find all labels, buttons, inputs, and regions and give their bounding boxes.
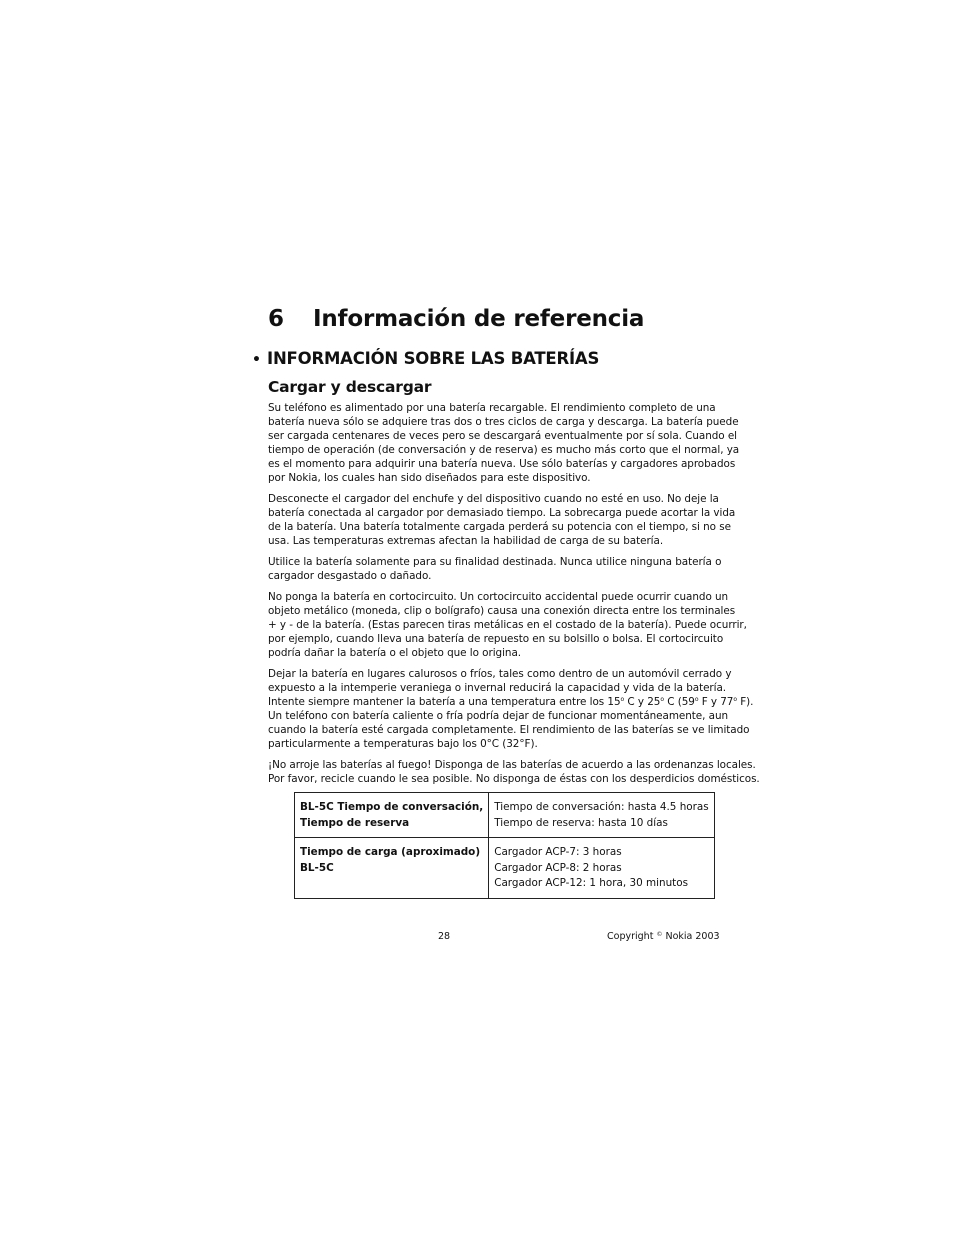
body-text <box>268 401 760 793</box>
table-value-cell <box>489 793 715 838</box>
text-line: es el momento para adquirir una batería nueva. Use sólo baterías y cargadores aprobados <box>268 458 736 470</box>
temp-text: Intente siempre mantener la batería a una temperatura entre los 15 <box>268 696 621 708</box>
chapter-title <box>268 306 644 332</box>
text-line: objeto metálico (moneda, clip o bolígrafo) causa una conexión directa entre los terminales <box>268 605 736 617</box>
page-number: 28 <box>438 931 451 942</box>
section-bullet: • <box>252 352 261 368</box>
paragraph-3 <box>268 555 722 583</box>
text-line: Utilice la batería solamente para su finalidad destinada. Nunca utilice ninguna batería o <box>268 556 722 568</box>
degree-mark: o <box>660 696 664 703</box>
section-title <box>252 349 599 371</box>
cell-line: BL-5C <box>300 861 334 874</box>
degree-mark: o <box>694 696 699 703</box>
table-value-cell <box>489 838 715 899</box>
cell-line: Tiempo de reserva <box>300 816 410 829</box>
text-line: cargador desgastado o dañado. <box>268 570 432 582</box>
text-line: Dejar la batería en lugares calurosos o fríos, tales como dentro de un automóvil cerrado y <box>268 668 732 680</box>
text-line: Su teléfono es alimentado por una batería recargable. El rendimiento completo de una <box>268 402 716 414</box>
text-line: batería nueva sólo se adquiere tras dos o tres ciclos de carga y descarga. La batería puede <box>268 416 739 428</box>
text-line: No ponga la batería en cortocircuito. Un cortocircuito accidental puede ocurrir cuando un <box>268 591 729 603</box>
paragraph-6 <box>268 758 760 786</box>
text-line: tiempo de operación (de conversación y de reserva) es mucho más corto que el normal, ya <box>268 444 740 456</box>
temp-text: F y 77 <box>698 696 734 708</box>
text-line: por Nokia, los cuales han sido diseñados para este dispositivo. <box>268 472 591 484</box>
chapter-number: 6 <box>268 306 284 332</box>
copyright-notice <box>607 931 720 942</box>
paragraph-4 <box>268 590 747 660</box>
cell-line: Tiempo de reserva: hasta 10 días <box>494 816 668 829</box>
table-label-cell <box>295 793 489 838</box>
cell-line: Tiempo de carga (aproximado) <box>300 846 481 858</box>
copyright-prefix: Copyright <box>607 931 657 942</box>
text-line: de la batería. Una batería totalmente cargada perderá su potencia con el tiempo, si no se <box>268 521 731 533</box>
table-row <box>295 793 715 838</box>
text-line: podría dañar la batería o el objeto que lo origina. <box>268 647 522 659</box>
temp-text: F). <box>736 696 754 708</box>
battery-spec-table <box>294 792 715 899</box>
text-line: ¡No arroje las baterías al fuego! Disponga de las baterías de acuerdo a las ordenanzas locales. <box>268 759 756 771</box>
paragraph-1 <box>268 401 740 485</box>
cell-line: Cargador ACP-12: 1 hora, 30 minutos <box>494 877 689 889</box>
degree-mark: o <box>620 696 625 703</box>
degree-mark: o <box>733 696 737 703</box>
subsection-title: Cargar y descargar <box>268 378 432 396</box>
text-line: + y - de la batería. (Estas parecen tiras metálicas en el costado de la batería). Puede ocurrir, <box>268 619 747 631</box>
text-line: expuesto a la intemperie veraniega o invernal reducirá la capacidad y vida de la batería. <box>268 682 727 694</box>
text-line: Desconecte el cargador del enchufe y del dispositivo cuando no esté en uso. No deje la <box>268 493 719 505</box>
cell-line: Cargador ACP-7: 3 horas <box>494 846 622 858</box>
cell-line: Tiempo de conversación: hasta 4.5 horas <box>494 801 709 813</box>
paragraph-2 <box>268 492 736 548</box>
text-line: ser cargada centenares de veces pero se descargará eventualmente por sí sola. Cuando el <box>268 430 738 442</box>
temp-text: C (59 <box>663 696 695 708</box>
cell-line: BL-5C Tiempo de conversación, <box>300 801 484 813</box>
temperature-line <box>268 695 754 709</box>
chapter-title-text: Información de referencia <box>313 306 645 332</box>
copyright-symbol: © <box>656 931 663 938</box>
table-label-cell <box>295 838 489 899</box>
text-line: batería conectada al cargador por demasiado tiempo. La sobrecarga puede acortar la vida <box>268 507 736 519</box>
copyright-suffix: Nokia 2003 <box>662 931 720 942</box>
text-line: Un teléfono con batería caliente o fría podría dejar de funcionar momentáneamente, aun <box>268 710 729 722</box>
cell-line: Cargador ACP-8: 2 horas <box>494 861 622 874</box>
section-title-text: INFORMACIÓN SOBRE LAS BATERÍAS <box>267 349 600 368</box>
text-line: cuando la batería esté cargada completamente. El rendimiento de las baterías se ve limitado <box>268 724 750 736</box>
table-row <box>295 838 715 899</box>
text-line: Por favor, recicle cuando le sea posible. No disponga de éstas con los desperdicios domésticos. <box>268 773 760 785</box>
paragraph-5 <box>268 667 754 751</box>
text-line: usa. Las temperaturas extremas afectan la habilidad de carga de su batería. <box>268 535 664 547</box>
text-line: por ejemplo, cuando lleva una batería de repuesto en su bolsillo o bolsa. El cortocircuito <box>268 633 724 645</box>
temp-text: C y 25 <box>624 696 661 708</box>
text-line: particularmente a temperaturas bajo los 0°C (32°F). <box>268 738 538 750</box>
